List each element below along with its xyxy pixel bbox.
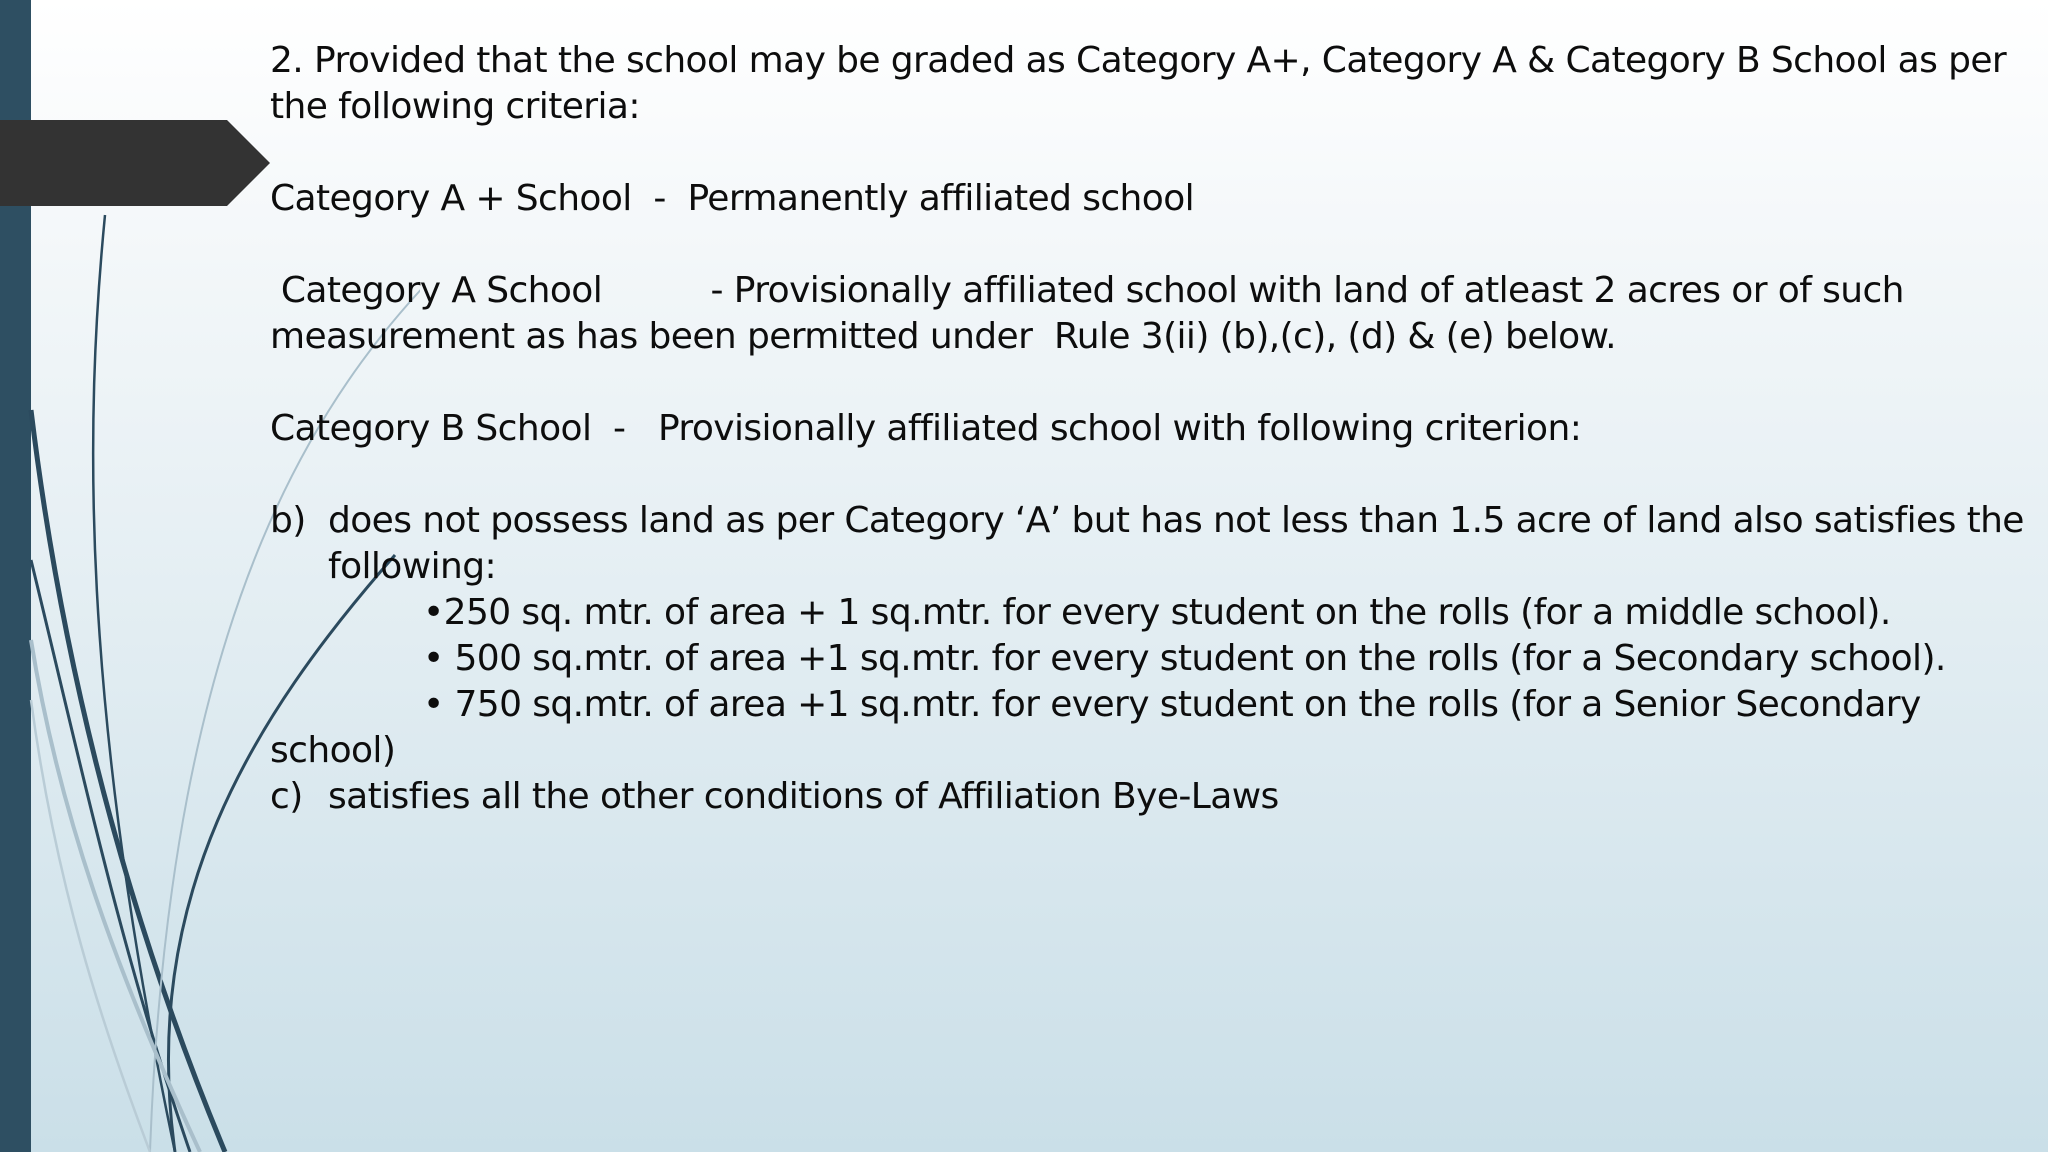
item-b-marker: b) bbox=[270, 500, 306, 541]
category-a-plus-separator: - bbox=[653, 178, 666, 219]
bullet-middle-school: •250 sq. mtr. of area + 1 sq.mtr. for every student on the rolls (for a middle school). bbox=[423, 592, 1891, 633]
item-b-line-2: following: bbox=[328, 546, 496, 587]
item-b-line-1: does not possess land as per Category ‘A’ but has not less than 1.5 acre of land also satisfies the bbox=[328, 500, 2024, 541]
item-c bbox=[270, 774, 1990, 820]
bullet-continuation: school) bbox=[270, 730, 396, 771]
slide-content bbox=[270, 38, 2024, 820]
category-a-plus-row bbox=[270, 176, 1990, 222]
intro-line-1: 2. Provided that the school may be graded as Category A+, Category A & Category B School as per bbox=[270, 40, 2007, 81]
item-c-text: satisfies all the other conditions of Affiliation Bye-Laws bbox=[328, 776, 1279, 817]
item-b bbox=[270, 498, 2024, 590]
category-a-plus-description: Permanently affiliated school bbox=[687, 178, 1195, 219]
item-c-marker: c) bbox=[270, 776, 303, 817]
intro-line-2: the following criteria: bbox=[270, 86, 640, 127]
category-b-name: Category B School bbox=[270, 408, 592, 449]
category-b-row bbox=[270, 406, 1990, 452]
category-b-separator: - bbox=[613, 408, 626, 449]
category-a-plus-name: Category A + School bbox=[270, 178, 632, 219]
category-a-line-1: Category A School - Provisionally affiliated school with land of atleast 2 acres or of such bbox=[270, 270, 1904, 311]
bullet-secondary-school: • 500 sq.mtr. of area +1 sq.mtr. for every student on the rolls (for a Secondary school). bbox=[423, 638, 1946, 679]
category-a-line-2: measurement as has been permitted under Rule 3(ii) (b),(c), (d) & (e) below. bbox=[270, 316, 1616, 357]
bullet-senior-secondary-school: • 750 sq.mtr. of area +1 sq.mtr. for every student on the rolls (for a Senior Secondary bbox=[423, 684, 1921, 725]
category-b-description: Provisionally affiliated school with following criterion: bbox=[657, 408, 1582, 449]
title-tab-arrow bbox=[0, 120, 270, 206]
